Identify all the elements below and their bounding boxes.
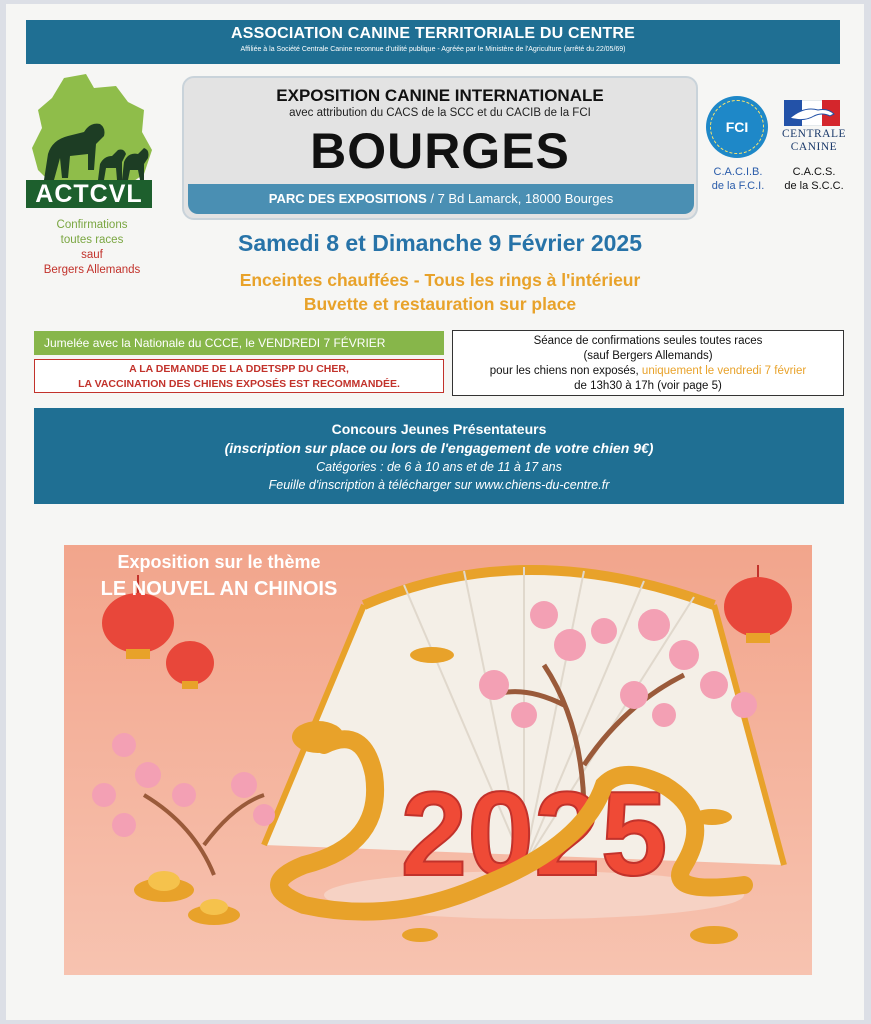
canine-label: CANINE <box>790 141 838 153</box>
confirmation-session-box <box>452 330 844 396</box>
confirmations-line: Confirmations <box>56 219 128 231</box>
theme-line-2: LE NOUVEL AN CHINOIS <box>100 578 338 600</box>
fci-caption <box>698 165 778 193</box>
chinese-new-year-poster <box>64 545 812 975</box>
junior-handlers-title: Concours Jeunes Présentateurs <box>331 421 547 437</box>
heated-rings-note: Enceintes chauffées - Tous les rings à l'intérieur <box>239 270 641 290</box>
centrale-canine-flag-icon <box>784 100 840 126</box>
vaccination-line-2: LA VACCINATION DES CHIENS EXPOSÉS EST RECOMMANDÉE. <box>78 378 400 390</box>
cacib-label: C.A.C.I.B. <box>713 166 763 178</box>
centrale-label: CENTRALE <box>781 128 847 140</box>
sauf-line: sauf <box>81 249 103 261</box>
cacs-label: C.A.C.S. <box>792 166 836 178</box>
vaccination-notice <box>34 359 444 393</box>
venue-bar <box>188 184 694 214</box>
buvette-note: Buvette et restauration sur place <box>303 294 577 314</box>
fci-logo-text: FCI <box>725 119 749 135</box>
scc-label: de la S.C.C. <box>784 180 844 192</box>
event-dates: Samedi 8 et Dimanche 9 Février 2025 <box>238 230 642 256</box>
association-banner <box>26 20 840 64</box>
junior-handlers-subtitle: (inscription sur place ou lors de l'engagement de votre chien 9€) <box>224 440 654 456</box>
junior-handlers-categories: Catégories : de 6 à 10 ans et de 11 à 17 ans <box>316 460 562 474</box>
seance-line-3 <box>453 364 843 379</box>
fci-stars-ring-icon <box>710 100 764 154</box>
toutes-races-line: toutes races <box>60 234 124 246</box>
exposition-subtitle: avec attribution du CACS de la SCC et du CACIB de la FCI <box>289 107 591 119</box>
seance-line-4: de 13h30 à 17h (voir page 5) <box>574 380 722 392</box>
bergers-allemands-line: Bergers Allemands <box>43 264 141 276</box>
venue-name: PARC DES EXPOSITIONS <box>268 191 427 206</box>
venue-address: / 7 Bd Lamarck, 18000 Bourges <box>426 191 614 206</box>
exposition-panel <box>182 76 698 220</box>
centrale-canine-name <box>774 128 854 154</box>
actcvl-logo-label: ACTCVL <box>26 180 152 208</box>
year-2025-text: 2025 <box>400 767 668 901</box>
confirmations-note <box>22 218 162 278</box>
association-subtitle: Affiliée à la Société Centrale Canine reconnue d'utilité publique - Agréée par le Ministère de l'Agriculture (arrêté du 22/05/69) <box>240 46 626 53</box>
junior-handlers-download: Feuille d'inscription à télécharger sur www.chiens-du-centre.fr <box>268 478 610 492</box>
theme-line-1: Exposition sur le thème <box>117 552 321 572</box>
exposition-title: EXPOSITION CANINE INTERNATIONALE <box>276 86 604 105</box>
seance-highlight: uniquement le vendredi 7 février <box>641 365 807 377</box>
fci-label: de la F.C.I. <box>711 180 765 192</box>
seance-line-1: Séance de confirmations seules toutes races <box>533 335 763 347</box>
seance-line-3-start: pour les chiens non exposés, <box>489 365 642 377</box>
association-title: ASSOCIATION CANINE TERRITORIALE DU CENTRE <box>230 25 636 42</box>
centrale-canine-caption <box>774 165 854 193</box>
junior-handlers-banner <box>34 408 844 504</box>
vaccination-line-1: A LA DEMANDE DE LA DDETSPP DU CHER, <box>129 363 349 375</box>
jumelee-banner: Jumelée avec la Nationale du CCCE, le VENDREDI 7 FÉVRIER <box>34 331 444 355</box>
seance-line-2: (sauf Bergers Allemands) <box>583 350 713 362</box>
city-name: BOURGES <box>310 123 570 179</box>
